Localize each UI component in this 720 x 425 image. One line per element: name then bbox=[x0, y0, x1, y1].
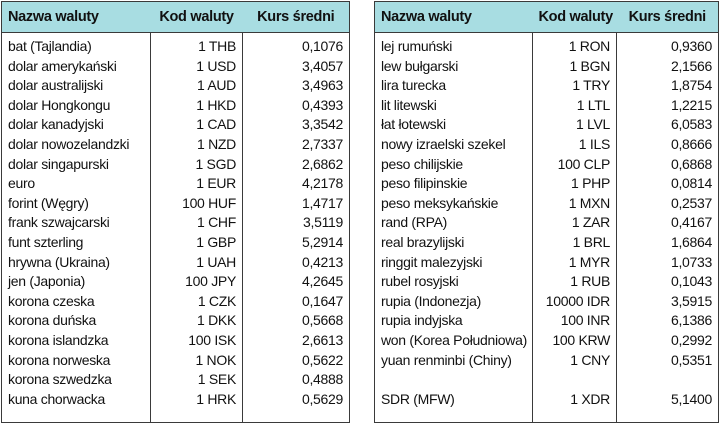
average-rate-cell: 0,1647 bbox=[243, 292, 350, 312]
right-rates-table bbox=[374, 1, 719, 423]
currency-code-cell: 1 USD bbox=[151, 57, 243, 77]
average-rate-cell: 0,5668 bbox=[243, 311, 350, 331]
average-rate-cell: 1,2215 bbox=[617, 96, 719, 116]
currency-code-cell: 1 NOK bbox=[151, 351, 243, 371]
currency-code-cell: 100 ISK bbox=[151, 331, 243, 351]
table-filler-row bbox=[2, 409, 350, 422]
currency-name-cell: nowy izraelski szekel bbox=[381, 135, 506, 152]
table-row bbox=[375, 370, 719, 390]
currency-name-cell: rupia (Indonezja) bbox=[381, 292, 481, 309]
currency-name-cell: lit litewski bbox=[381, 96, 437, 113]
currency-name-cell: korona islandzka bbox=[8, 331, 109, 348]
currency-code-cell: 1 SEK bbox=[151, 370, 243, 390]
currency-name-cell: forint (Węgry) bbox=[8, 194, 89, 211]
currency-code-cell: 1 MYR bbox=[533, 253, 617, 273]
table-row bbox=[375, 96, 719, 116]
currency-code-cell: 1 PHP bbox=[533, 174, 617, 194]
table-row bbox=[2, 292, 350, 312]
table-row bbox=[375, 233, 719, 253]
currency-code-cell: 1 EUR bbox=[151, 174, 243, 194]
average-rate-cell: 0,4888 bbox=[243, 370, 350, 390]
currency-code-cell: 1 MXN bbox=[533, 194, 617, 214]
average-rate-cell: 3,4057 bbox=[243, 57, 350, 77]
table-row bbox=[375, 194, 719, 214]
currency-name-cell: korona norweska bbox=[8, 351, 111, 368]
currency-code-cell: 1 CAD bbox=[151, 115, 243, 135]
table-row bbox=[375, 33, 719, 57]
table-row bbox=[2, 331, 350, 351]
currency-code-cell: 1 BGN bbox=[533, 57, 617, 77]
table-row bbox=[2, 174, 350, 194]
right-table-body bbox=[375, 33, 719, 423]
header-currency-code: Kod waluty bbox=[533, 2, 617, 33]
header-average-rate: Kurs średni bbox=[243, 2, 350, 33]
average-rate-cell: 0,1076 bbox=[243, 33, 350, 57]
average-rate-cell: 4,2178 bbox=[243, 174, 350, 194]
currency-name-cell: lej rumuński bbox=[381, 38, 453, 54]
table-row bbox=[2, 311, 350, 331]
table-row bbox=[375, 213, 719, 233]
table-row bbox=[375, 292, 719, 312]
currency-name-cell: peso filipinskie bbox=[381, 175, 468, 192]
currency-name-cell: yuan renminbi (Chiny) bbox=[381, 351, 512, 368]
average-rate-cell: 2,6613 bbox=[243, 331, 350, 351]
header-currency-code: Kod waluty bbox=[151, 2, 243, 33]
currency-code-cell bbox=[533, 370, 617, 390]
table-row bbox=[2, 115, 350, 135]
currency-code-cell: 1 AUD bbox=[151, 76, 243, 96]
currency-name-cell: korona szwedzka bbox=[8, 371, 112, 388]
currency-code-cell: 1 RON bbox=[533, 33, 617, 57]
currency-name-cell: peso chilijskie bbox=[381, 155, 463, 172]
table-row bbox=[375, 57, 719, 77]
table-row bbox=[2, 194, 350, 214]
currency-code-cell: 1 HRK bbox=[151, 390, 243, 410]
currency-code-cell: 100 HUF bbox=[151, 194, 243, 214]
currency-code-cell: 1 DKK bbox=[151, 311, 243, 331]
currency-code-cell: 100 KRW bbox=[533, 331, 617, 351]
currency-name-cell: dolar kanadyjski bbox=[8, 116, 104, 133]
currency-code-cell: 1 LTL bbox=[533, 96, 617, 116]
table-row bbox=[2, 135, 350, 155]
average-rate-cell: 2,6862 bbox=[243, 155, 350, 175]
table-row bbox=[375, 331, 719, 351]
average-rate-cell bbox=[617, 370, 719, 390]
currency-name-cell: rubel rosyjski bbox=[381, 273, 459, 290]
average-rate-cell: 0,4213 bbox=[243, 253, 350, 273]
average-rate-cell: 3,4963 bbox=[243, 76, 350, 96]
currency-code-cell: 1 THB bbox=[151, 33, 243, 57]
currency-name-cell: bat (Tajlandia) bbox=[8, 38, 92, 54]
average-rate-cell: 5,2914 bbox=[243, 233, 350, 253]
currency-name-cell: lew bułgarski bbox=[381, 57, 459, 74]
currency-name-cell: peso meksykańskie bbox=[381, 194, 499, 211]
empty-cell bbox=[2, 409, 151, 422]
currency-code-cell: 1 NZD bbox=[151, 135, 243, 155]
table-row bbox=[375, 135, 719, 155]
left-table-body bbox=[2, 33, 350, 423]
currency-name-cell bbox=[375, 370, 533, 390]
header-average-rate: Kurs średni bbox=[617, 2, 719, 33]
average-rate-cell: 3,5915 bbox=[617, 292, 719, 312]
header-currency-name: Nazwa waluty bbox=[375, 2, 533, 33]
currency-code-cell: 1 ZAR bbox=[533, 213, 617, 233]
average-rate-cell: 0,4393 bbox=[243, 96, 350, 116]
average-rate-cell: 3,3542 bbox=[243, 115, 350, 135]
header-currency-name: Nazwa waluty bbox=[2, 2, 151, 33]
currency-name-cell: jen (Japonia) bbox=[8, 273, 86, 290]
table-filler-row bbox=[375, 409, 719, 422]
currency-name-cell: dolar amerykański bbox=[8, 57, 117, 74]
table-row bbox=[2, 370, 350, 390]
average-rate-cell: 0,6868 bbox=[617, 155, 719, 175]
currency-name-cell: won (Korea Południowa) bbox=[381, 331, 527, 348]
table-row bbox=[2, 233, 350, 253]
currency-name-cell: rand (RPA) bbox=[381, 214, 447, 231]
average-rate-cell: 2,7337 bbox=[243, 135, 350, 155]
table-row bbox=[375, 311, 719, 331]
currency-code-cell: 100 JPY bbox=[151, 272, 243, 292]
empty-cell bbox=[151, 409, 243, 422]
currency-name-cell: rupia indyjska bbox=[381, 312, 463, 329]
average-rate-cell: 0,2992 bbox=[617, 331, 719, 351]
table-row bbox=[375, 272, 719, 292]
currency-code-cell: 1 RUB bbox=[533, 272, 617, 292]
currency-name-cell: łat łotewski bbox=[381, 116, 446, 133]
empty-cell bbox=[533, 409, 617, 422]
currency-name-cell: korona czeska bbox=[8, 292, 95, 309]
table-row bbox=[375, 76, 719, 96]
currency-code-cell: 1 CZK bbox=[151, 292, 243, 312]
average-rate-cell: 5,1400 bbox=[617, 390, 719, 410]
average-rate-cell: 1,8754 bbox=[617, 76, 719, 96]
table-row bbox=[375, 390, 719, 410]
average-rate-cell: 6,0583 bbox=[617, 115, 719, 135]
table-row bbox=[2, 253, 350, 273]
currency-name-cell: dolar Hongkongu bbox=[8, 96, 111, 113]
table-row bbox=[2, 272, 350, 292]
table-row bbox=[2, 213, 350, 233]
currency-name-cell: frank szwajcarski bbox=[8, 214, 110, 231]
currency-name-cell: ringgit malezyjski bbox=[381, 253, 483, 270]
currency-code-cell: 1 UAH bbox=[151, 253, 243, 273]
average-rate-cell: 0,9360 bbox=[617, 33, 719, 57]
currency-name-cell: dolar singapurski bbox=[8, 155, 109, 172]
currency-code-cell: 1 LVL bbox=[533, 115, 617, 135]
table-row bbox=[2, 351, 350, 371]
currency-name-cell: SDR (MFW) bbox=[381, 390, 455, 407]
currency-code-cell: 1 BRL bbox=[533, 233, 617, 253]
currency-name-cell: lira turecka bbox=[381, 77, 446, 94]
empty-cell bbox=[617, 409, 719, 422]
currency-name-cell: euro bbox=[8, 175, 35, 192]
table-row bbox=[2, 57, 350, 77]
table-row bbox=[2, 96, 350, 116]
left-rates-table bbox=[1, 1, 350, 423]
table-row bbox=[375, 174, 719, 194]
average-rate-cell: 0,2537 bbox=[617, 194, 719, 214]
average-rate-cell: 0,5351 bbox=[617, 351, 719, 371]
currency-name-cell: kuna chorwacka bbox=[8, 390, 105, 407]
average-rate-cell: 0,5622 bbox=[243, 351, 350, 371]
average-rate-cell: 1,0733 bbox=[617, 253, 719, 273]
table-row bbox=[2, 390, 350, 410]
average-rate-cell: 1,4717 bbox=[243, 194, 350, 214]
currency-code-cell: 1 SGD bbox=[151, 155, 243, 175]
average-rate-cell: 0,1043 bbox=[617, 272, 719, 292]
average-rate-cell: 0,4167 bbox=[617, 213, 719, 233]
currency-code-cell: 1 TRY bbox=[533, 76, 617, 96]
average-rate-cell: 6,1386 bbox=[617, 311, 719, 331]
currency-name-cell: funt szterling bbox=[8, 233, 84, 250]
currency-name-cell: real brazylijski bbox=[381, 233, 465, 250]
empty-cell bbox=[375, 409, 533, 422]
currency-code-cell: 100 CLP bbox=[533, 155, 617, 175]
currency-code-cell: 100 INR bbox=[533, 311, 617, 331]
currency-name-cell: hrywna (Ukraina) bbox=[8, 253, 110, 270]
table-row bbox=[375, 351, 719, 371]
left-header-row bbox=[2, 2, 350, 33]
average-rate-cell: 0,5629 bbox=[243, 390, 350, 410]
table-row bbox=[2, 33, 350, 57]
currency-name-cell: dolar nowozelandzki bbox=[8, 135, 130, 152]
average-rate-cell: 0,8666 bbox=[617, 135, 719, 155]
currency-code-cell: 1 HKD bbox=[151, 96, 243, 116]
empty-cell bbox=[243, 409, 350, 422]
table-row bbox=[375, 155, 719, 175]
currency-code-cell: 1 XDR bbox=[533, 390, 617, 410]
average-rate-cell: 0,0814 bbox=[617, 174, 719, 194]
right-header-row bbox=[375, 2, 719, 33]
currency-code-cell: 10000 IDR bbox=[533, 292, 617, 312]
average-rate-cell: 4,2645 bbox=[243, 272, 350, 292]
currency-code-cell: 1 CNY bbox=[533, 351, 617, 371]
table-row bbox=[2, 155, 350, 175]
currency-name-cell: korona duńska bbox=[8, 312, 96, 329]
table-row bbox=[2, 76, 350, 96]
currency-code-cell: 1 ILS bbox=[533, 135, 617, 155]
currency-name-cell: dolar australijski bbox=[8, 77, 103, 94]
average-rate-cell: 1,6864 bbox=[617, 233, 719, 253]
currency-code-cell: 1 GBP bbox=[151, 233, 243, 253]
average-rate-cell: 3,5119 bbox=[243, 213, 350, 233]
currency-code-cell: 1 CHF bbox=[151, 213, 243, 233]
average-rate-cell: 2,1566 bbox=[617, 57, 719, 77]
table-row bbox=[375, 253, 719, 273]
table-row bbox=[375, 115, 719, 135]
